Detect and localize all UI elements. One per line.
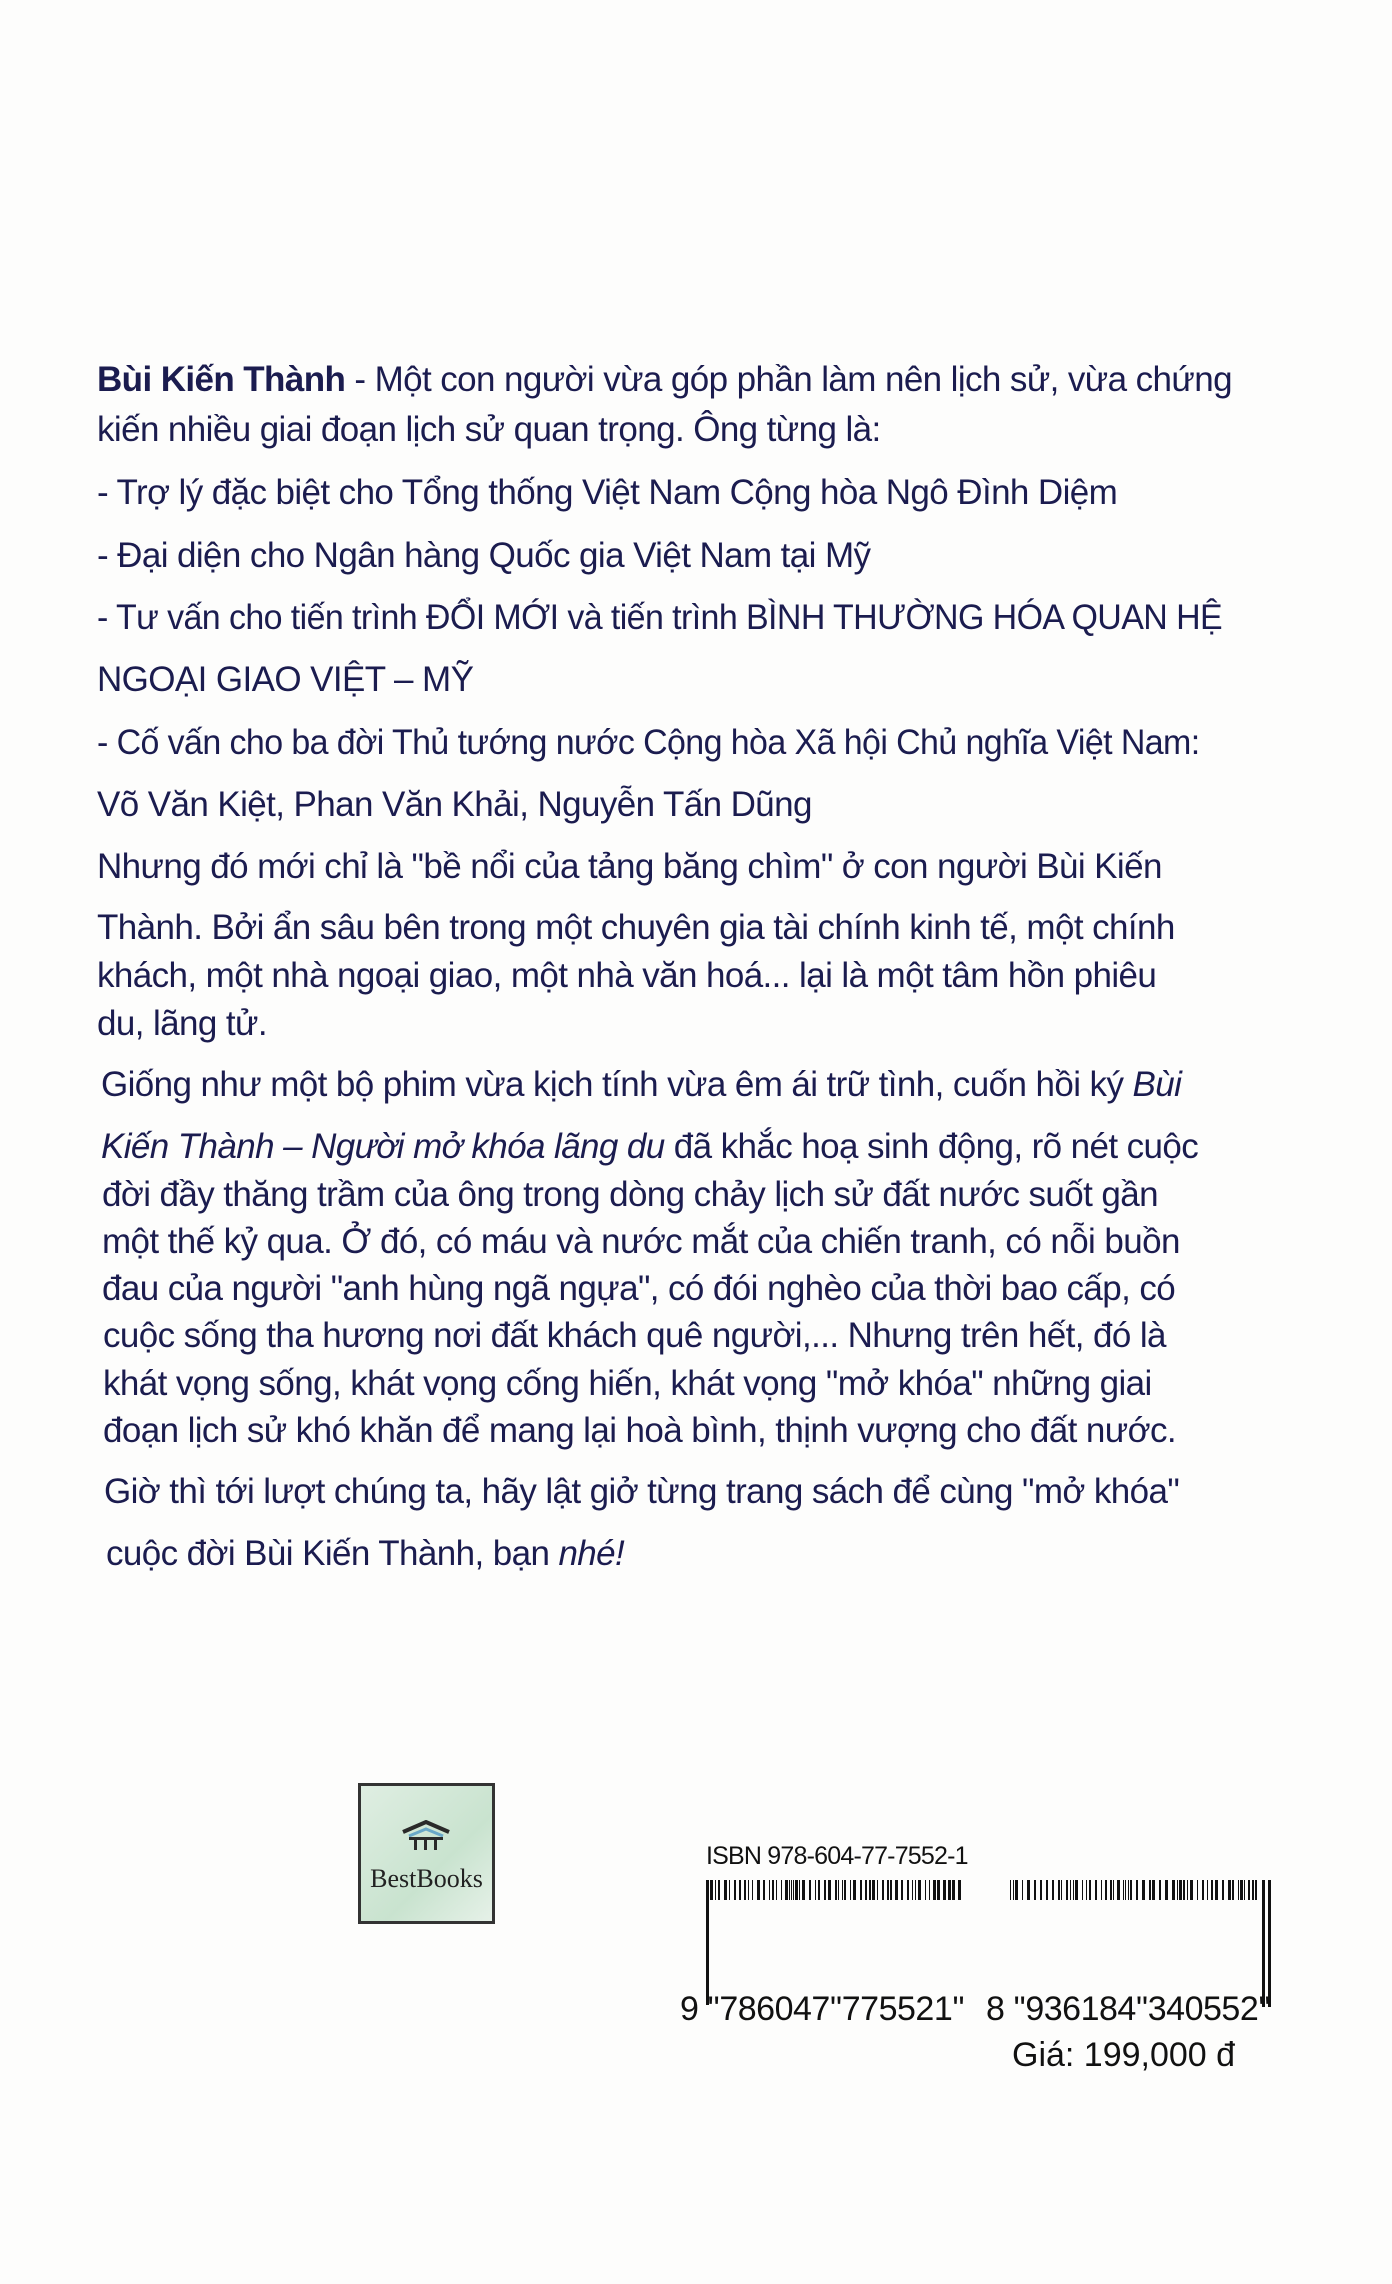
barcode-guard-right [1268,1880,1271,2007]
barcode-bar [1086,1880,1087,1900]
barcode-bar [1010,1880,1011,1900]
barcode-bar [887,1880,889,1900]
barcode-bar [890,1880,892,1900]
isbn-text: ISBN 978-604-77-7552-1 [706,1842,968,1870]
barcode-bar [744,1880,746,1900]
barcode-bar [769,1880,770,1900]
barcode-bar [802,1880,805,1900]
barcode-bar [724,1880,727,1900]
barcode-bar [844,1880,846,1900]
barcode-bar [952,1880,955,1900]
barcode-bar [1022,1880,1023,1900]
barcode-bar [757,1880,760,1900]
barcode-bar [1136,1880,1138,1900]
barcode-bar [818,1880,820,1900]
barcode-bar [1252,1880,1254,1900]
para3-line: cuộc đời Bùi Kiến Thành, bạn nhé! [106,1534,625,1573]
barcode-bar [850,1880,851,1900]
barcode-bar [776,1880,777,1900]
barcode-bar [1255,1880,1257,1900]
barcode-bar [793,1880,794,1900]
barcode-bar [809,1880,811,1900]
barcode-bar [882,1880,884,1900]
barcode-bar [1105,1880,1107,1900]
book-title: Bùi [1132,1065,1182,1104]
barcode-bar [1202,1880,1204,1900]
barcode-bar [799,1880,800,1900]
barcode-bar [718,1880,720,1900]
barcode-bar [772,1880,774,1900]
barcode-bar [842,1880,843,1900]
barcode-bar [925,1880,926,1900]
barcode-bar [933,1880,936,1900]
barcode-bar [1082,1880,1083,1900]
barcode-bar [1248,1880,1250,1900]
barcode-bar [895,1880,898,1900]
barcode-bar [1197,1880,1198,1900]
barcode-bar [1123,1880,1124,1900]
barcode-bar [1058,1880,1060,1900]
barcode-bar [789,1880,790,1900]
barcode-bar [1117,1880,1120,1900]
barcode-bar [948,1880,951,1900]
barcode-bar [1190,1880,1193,1900]
barcode-bar [1165,1880,1168,1900]
barcode-bar [1240,1880,1243,1900]
barcode-bar [860,1880,862,1900]
barcode-bar [1095,1880,1097,1900]
barcode-bar [901,1880,903,1900]
role-item: - Tư vấn cho tiến trình ĐỔI MỚI và tiến trình BÌNH THƯỜNG HÓA QUAN HỆ [97,598,1223,637]
barcode-bar [853,1880,856,1900]
barcode-guard-left [706,1880,709,2005]
barcode-bar [785,1880,788,1900]
barcode-bar [815,1880,816,1900]
barcode-bar [1228,1880,1231,1900]
barcode-bar [1073,1880,1074,1900]
house-icon [401,1820,451,1850]
barcode-bar [1211,1880,1213,1900]
barcode-bar [1183,1880,1185,1900]
barcode-bar [929,1880,930,1900]
para2-line: Kiến Thành – Người mở khóa lãng du đã khắc hoạ sinh động, rõ nét cuộc [101,1127,1199,1166]
para2-line: đau của người "anh hùng ngã ngựa", có đói nghèo của thời bao cấp, có [102,1269,1176,1308]
barcode-bar [958,1880,961,1900]
book-title: Kiến Thành – Người mở khóa lãng du [101,1127,665,1166]
barcode-bar [824,1880,826,1900]
para1-line: du, lãng tử. [97,1004,267,1043]
barcode-bar [752,1880,753,1900]
barcode-guard-right [1262,1880,1265,2007]
barcode-bars-right [1010,1880,1260,1900]
barcode-bar [1232,1880,1234,1900]
barcode-bars-left [706,1880,966,1900]
barcode-bar [835,1880,837,1900]
para1-line: Nhưng đó mới chỉ là "bề nổi của tảng băng chìm" ở con người Bùi Kiến [97,847,1162,886]
barcode-bar [1113,1880,1114,1900]
role-item: Võ Văn Kiệt, Phan Văn Khải, Nguyễn Tấn Dũng [97,785,812,824]
price: Giá: 199,000 đ [1012,2036,1236,2074]
barcode-bar [1238,1880,1239,1900]
barcode-bar [918,1880,921,1900]
barcode-bar [729,1880,730,1900]
intro-line-2: kiến nhiều giai đoạn lịch sử quan trọng. Ông từng là: [97,410,881,449]
barcode-bar [869,1880,871,1900]
barcode-bar [1152,1880,1155,1900]
barcode-bar [1130,1880,1132,1900]
para2-line: đời đầy thăng trầm của ông trong dòng chảy lịch sử đất nước suốt gần [102,1175,1158,1214]
para2-line: khát vọng sống, khát vọng cống hiến, khát vọng "mở khóa" những giai [103,1364,1152,1403]
barcode-bar [781,1880,782,1900]
barcode-bar [1215,1880,1218,1900]
barcode-bar [1142,1880,1145,1900]
barcode-bar [1066,1880,1068,1900]
barcode-bar [907,1880,909,1900]
barcode-bar [877,1880,878,1900]
barcode-bar [739,1880,741,1900]
para2-line: cuộc sống tha hương nơi đất khách quê người,... Nhưng trên hết, đó là [103,1316,1166,1355]
barcode-bar [872,1880,875,1900]
barcode-bar [1159,1880,1161,1900]
publisher-name: BestBooks [370,1864,483,1893]
barcode-bar [912,1880,913,1900]
barcode-bar [1207,1880,1208,1900]
role-item: - Trợ lý đặc biệt cho Tổng thống Việt Nam Cộng hòa Ngô Đình Diệm [97,473,1118,512]
barcode-bar [1101,1880,1102,1900]
barcode-bar [1244,1880,1245,1900]
para1-line: khách, một nhà ngoại giao, một nhà văn hoá... lại là một tâm hồn phiêu [97,956,1157,995]
barcode-bar [1110,1880,1112,1900]
barcode-bar [1015,1880,1018,1900]
role-item: NGOẠI GIAO VIỆT – MỸ [97,660,474,699]
barcode-bar [1187,1880,1188,1900]
barcode-bar [791,1880,792,1900]
barcode-bar [1222,1880,1224,1900]
intro-line-1: Bùi Kiến Thành - Một con người vừa góp phần làm nên lịch sử, vừa chứng [97,360,1232,399]
barcode-bar [1040,1880,1042,1900]
barcode-bar [1172,1880,1175,1900]
para3-line: Giờ thì tới lượt chúng ta, hãy lật giở từng trang sách để cùng "mở khóa" [104,1472,1180,1511]
barcode-bar [1149,1880,1151,1900]
para2-line: Giống như một bộ phim vừa kịch tính vừa êm ái trữ tình, cuốn hồi ký Bùi [101,1065,1182,1104]
barcode-bar [1052,1880,1054,1900]
author-name: Bùi Kiến Thành [97,360,346,399]
barcode-bar [1046,1880,1048,1900]
barcode-bar [734,1880,736,1900]
para2-line: đoạn lịch sử khó khăn để mang lại hoà bình, thịnh vượng cho đất nước. [103,1411,1176,1450]
barcode-bar [838,1880,839,1900]
barcode-bar [1013,1880,1014,1900]
barcode-bar [1177,1880,1178,1900]
barcode-bar [828,1880,831,1900]
barcode-bar [1034,1880,1036,1900]
barcode-digits-left: 9 ''786047''775521'' [680,1990,965,2028]
barcode-bar [795,1880,798,1900]
barcode-bar [937,1880,940,1900]
role-item: - Đại diện cho Ngân hàng Quốc gia Việt Nam tại Mỹ [97,536,871,575]
barcode-bar [763,1880,765,1900]
barcode-bar [1061,1880,1062,1900]
role-item: - Cố vấn cho ba đời Thủ tướng nước Cộng hòa Xã hội Chủ nghĩa Việt Nam: [97,723,1200,762]
barcode-bar [1179,1880,1182,1900]
barcode-bar [1089,1880,1091,1900]
barcode-bar [1027,1880,1030,1900]
barcode-digits-right: 8 ''936184''340552'' [986,1990,1271,2028]
barcode-bar [748,1880,749,1900]
barcode-bar [1075,1880,1078,1900]
publisher-logo [358,1783,495,1924]
barcode-bar [865,1880,867,1900]
barcode-bar [1070,1880,1071,1900]
barcode-bar [710,1880,713,1900]
barcode-bar [1125,1880,1126,1900]
para1-line: Thành. Bởi ẩn sâu bên trong một chuyên gia tài chính kinh tế, một chính [97,908,1175,947]
para2-line: một thế kỷ qua. Ở đó, có máu và nước mắt của chiến tranh, có nỗi buồn [102,1222,1180,1261]
barcode-bar [715,1880,716,1900]
barcode-bar [1128,1880,1129,1900]
barcode-bar [915,1880,916,1900]
barcode-bar [943,1880,946,1900]
